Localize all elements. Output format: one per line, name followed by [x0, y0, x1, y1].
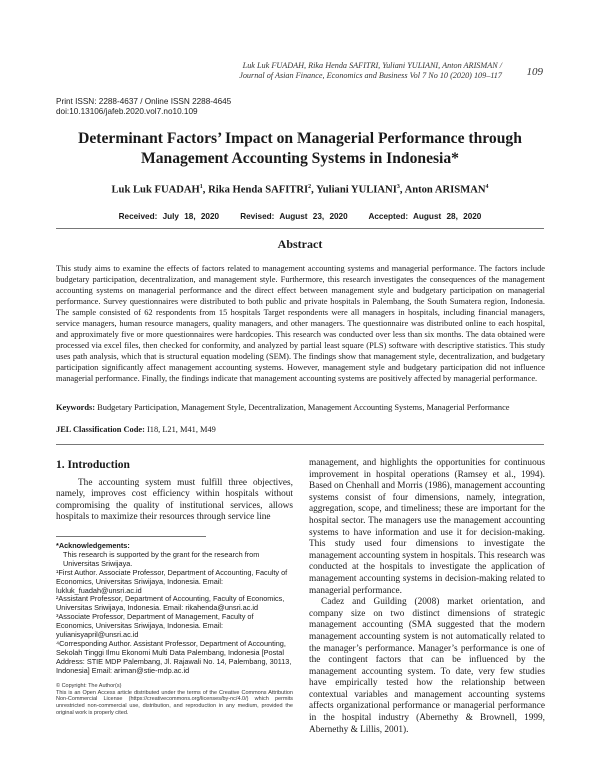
received-date: Received: July 18, 2020 — [118, 212, 220, 221]
revised-date: Revised: August 23, 2020 — [240, 212, 348, 221]
author-name: Rika Henda SAFITRI — [208, 184, 309, 196]
author-name: Luk Luk FUADAH — [111, 184, 200, 196]
intro-paragraph-right-2: Cadez and Guilding (2008) market orientation, and company size on two distinct dimensions of strategic management accounting (SMA suggested that the modern management accounting system is not automatically related to the manager’s performance. Manager’s performance is one of the contingent factors that can be influenced by the management accounting system. To date, very few studies have empirically tested how the relationship between contextual variables and management accounting systems affects organizational performance or managerial performance in the hospital industry (Abernethy & Brownell, 1999, Abernethy & Lillis, 2001). — [309, 597, 545, 735]
intro-paragraph-left: The accounting system must fulfill three objectives, namely, improves cost efficiency within hospitals without compromising the quality of institutional services, allows hospitals to maximize their resources through service line — [56, 478, 293, 522]
author-name: Anton ARISMAN — [404, 184, 486, 196]
author-affiliation-mark: 3 — [396, 184, 400, 190]
issn-line: Print ISSN: 2288-4637 / Online ISSN 2288-4645 — [56, 97, 232, 106]
footnote-author-1: ¹First Author. Associate Professor, Department of Accounting, Faculty of Economics, Universitas Sriwijaya, Indonesia. Email: lukluk_fuadah@unsri.ac.id — [56, 567, 288, 595]
abstract-body: This study aims to examine the effects of factors related to management accounting systems and managerial performance. The factors include budgetary participation, decentralization, and management style. Furthermore, this research investigates the consequences of the management accounting systems on managerial performance and the direct effect between management style and budgetary participation on managerial performance. Survey questionnaires were distributed to both public and private hospitals in Palembang, the South Sumatera region, Indonesia. The sample consisted of 62 respondents from 15 hospitals Target respondents were all managers in hospitals, including financial managers, service managers, human resource managers, quality managers, and other managers. The questionnaire was distributed online to each hospital, and approximately five or more questionnaires were hardcopies. This research was conducted over less than six months. The data obtained were processed via excel files, then checked for conformity, and analyzed by partial least square (PLS) software with descriptive statistics. This study uses path analysis, which that is structural equation modeling (SEM). The findings show that management style, decentralization, and budgetary participation significantly affect management accounting systems. However, management style and budgetary participation did not influence managerial performance. Finally, the findings indicate that management accounting systems are positively affected by managerial performance. — [56, 264, 545, 383]
footnotes — [56, 542, 293, 676]
intro-paragraph-right-1: management, and highlights the opportunities for continuous improvement in hospital operations (Ramsey et al., 1994). Based on Chenhall and Morris (1986), management accounting systems consist of four dimensions, namely, integration, aggregation, scope, and timeliness; these are important for the hospital sector. The managers use the management accounting systems to have information and use it for decision-making. This study used four dimensions to investigate the management accounting system in hospitals. This research was conducted at the hospitals to investigate the application of management accounting systems in decision-making related to managerial performance. — [309, 458, 545, 596]
divider — [56, 444, 544, 445]
copyright-line: © Copyright: The Author(s) — [56, 683, 122, 689]
author-affiliation-mark: 1 — [199, 184, 203, 190]
accepted-date: Accepted: August 28, 2020 — [368, 212, 482, 221]
submission-dates — [40, 212, 560, 221]
footnote-author-2: ²Assistant Professor, Department of Accounting, Faculty of Economics, Universitas Sriwijaya, Indonesia. Email: rikahenda@unsri.ac.id — [56, 594, 285, 613]
running-header-journal: Journal of Asian Finance, Economics and Business Vol 7 No 10 (2020) 109–117 — [239, 71, 502, 80]
license-text: This is an Open Access article distributed under the terms of the Creative Commons Attribution Non-Commercial License (https://creativecommons.org/licenses/by-nc/4.0/) which permits unrestricted non-commercial use, distribution, and reproduction in any medium, provided the original work is properly cited. — [56, 689, 293, 716]
running-header-authors: Luk Luk FUADAH, Rika Henda SAFITRI, Yuliani YULIANI, Anton ARISMAN / — [242, 61, 502, 70]
jel-codes — [56, 425, 545, 434]
footnote-divider — [56, 536, 206, 537]
jel-label: JEL Classification Code: — [56, 425, 145, 434]
section-heading-introduction: 1. Introduction — [56, 459, 130, 471]
doi-line: doi:10.13106/jafeb.2020.vol7.no10.109 — [56, 107, 198, 116]
intro-right-column — [309, 458, 545, 736]
divider — [56, 228, 544, 229]
copyright-notice — [56, 683, 293, 717]
author-name: Yuliani YULIANI — [316, 184, 397, 196]
jel-text: I18, L21, M41, M49 — [146, 425, 216, 434]
page-number: 109 — [526, 66, 543, 78]
title-line-1: Determinant Factors’ Impact on Managerial Performance through — [78, 130, 522, 147]
abstract-heading: Abstract — [277, 237, 323, 251]
author-affiliation-mark: 2 — [308, 184, 312, 190]
footnote-author-3: ³Associate Professor, Department of Management, Faculty of Economics, Universitas Sriwijaya, Indonesia. Email: yulianisyapril@unsri.ac.id — [56, 612, 254, 640]
author-affiliation-mark: 4 — [485, 184, 489, 190]
keywords-text: Budgetary Participation, Management Style, Decentralization, Management Accounting Systems, Managerial Performance — [97, 403, 510, 412]
keywords — [56, 403, 545, 412]
footnote-author-4: ⁴Corresponding Author. Assistant Professor, Department of Accounting, Sekolah Tinggi Ilmu Ekonomi Multi Data Palembang, Indonesia [Postal Address: STIE MDP Palembang, Jl. Rajawali No. 14, Palembang, 30113, Indonesia] Email: ariman@stie-mdp.ac.id — [56, 638, 292, 675]
title-line-2: Management Accounting Systems in Indonesia* — [141, 150, 459, 167]
keywords-label: Keywords: — [56, 403, 96, 412]
paper-title — [40, 129, 560, 169]
acknowledgements-label: *Acknowledgements: — [56, 541, 130, 550]
author-list: Luk Luk FUADAH$^1$, Rika Henda SAFITRI$^2$, Yuliani YULIANI$^3$, Anton ARISMAN$^4$ — [111, 184, 489, 196]
acknowledgements-text: This research is supported by the grant for the research from Universitas Sriwijaya. — [63, 549, 260, 568]
